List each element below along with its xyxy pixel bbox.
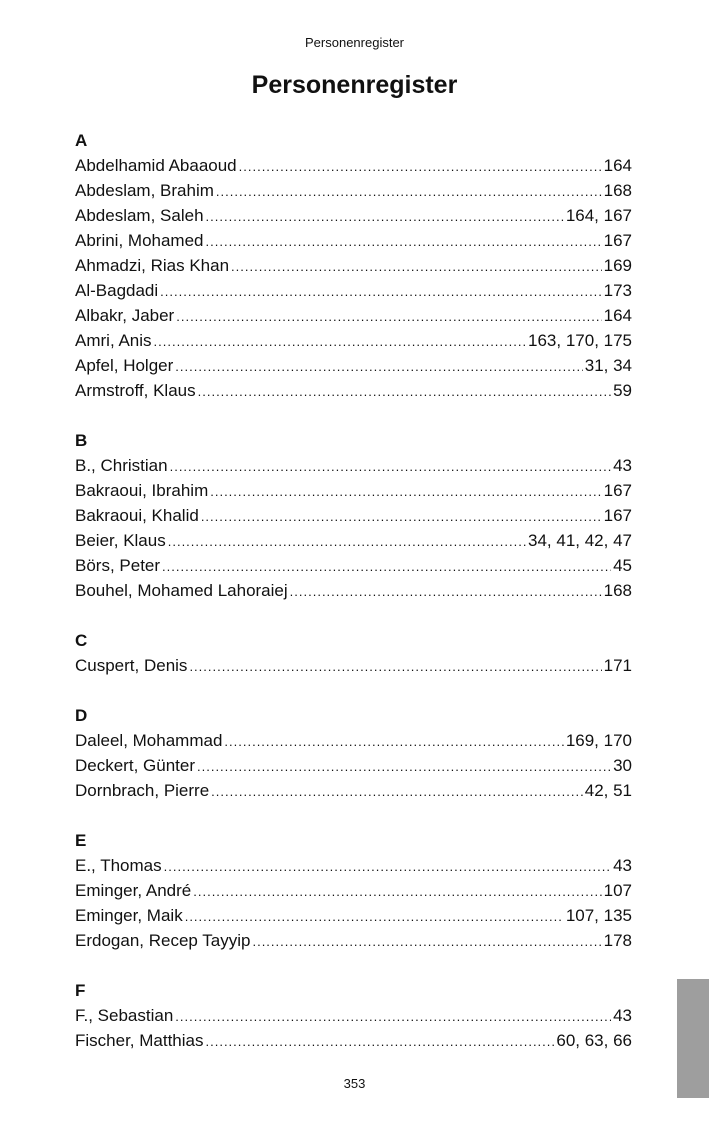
entry-pages: 43 — [613, 856, 632, 875]
index-section-a — [75, 128, 632, 403]
entry-name: Al-Bagdadi — [75, 281, 159, 300]
entry-name: Bakraoui, Ibrahim — [75, 481, 209, 500]
entry-pages: 169, 170 — [565, 731, 632, 750]
entry-pages: 163, 170, 175 — [528, 331, 632, 350]
index-entry — [75, 503, 632, 528]
index-entry — [75, 228, 632, 253]
entry-name: Bouhel, Mohamed Lahoraiej — [75, 581, 288, 600]
entry-pages: 168 — [603, 581, 632, 600]
dot-leader — [185, 904, 564, 929]
running-head: Personenregister — [305, 35, 404, 50]
entry-name: Börs, Peter — [75, 556, 161, 575]
entry-name: Abdelhamid Abaaoud — [75, 156, 237, 175]
entry-pages: 167 — [603, 481, 632, 500]
dot-leader — [170, 454, 611, 479]
section-letter: D — [75, 706, 88, 725]
index-entry — [75, 378, 632, 403]
entry-pages: 173 — [603, 281, 632, 300]
entry-name: Eminger, André — [75, 881, 192, 900]
dot-leader — [175, 1004, 611, 1029]
entry-pages: 30 — [613, 756, 632, 775]
dot-leader — [160, 279, 601, 304]
entry-pages: 59 — [613, 381, 632, 400]
thumb-index-tab — [677, 979, 709, 1098]
index-entry — [75, 278, 632, 303]
entry-pages: 171 — [603, 656, 632, 675]
dot-leader — [198, 379, 611, 404]
index-entry — [75, 353, 632, 378]
entry-pages: 164 — [603, 156, 632, 175]
dot-leader — [162, 554, 611, 579]
entry-name: B., Christian — [75, 456, 168, 475]
dot-leader — [210, 479, 601, 504]
dot-leader — [168, 529, 526, 554]
index-entry — [75, 753, 632, 778]
entry-name: F., Sebastian — [75, 1006, 174, 1025]
index-entry — [75, 853, 632, 878]
entry-name: Bakraoui, Khalid — [75, 506, 199, 525]
index-entry — [75, 303, 632, 328]
index-entry — [75, 178, 632, 203]
entry-name: Apfel, Holger — [75, 356, 174, 375]
index-entry — [75, 903, 632, 928]
index-entry — [75, 653, 632, 678]
entry-name: E., Thomas — [75, 856, 162, 875]
dot-leader — [197, 754, 611, 779]
dot-leader — [175, 354, 582, 379]
dot-leader — [201, 504, 602, 529]
index-entry — [75, 203, 632, 228]
entry-name: Dornbrach, Pierre — [75, 781, 210, 800]
entry-name: Abrini, Mohamed — [75, 231, 204, 250]
section-letter: F — [75, 981, 86, 1000]
entry-pages: 31, 34 — [584, 356, 632, 375]
index-entry — [75, 253, 632, 278]
index-entry — [75, 478, 632, 503]
dot-leader — [290, 579, 602, 604]
index-section-b — [75, 428, 632, 603]
dot-leader — [206, 1029, 555, 1054]
dot-leader — [216, 179, 602, 204]
entry-name: Albakr, Jaber — [75, 306, 175, 325]
index-entry — [75, 928, 632, 953]
entry-name: Deckert, Günter — [75, 756, 195, 775]
entry-name: Beier, Klaus — [75, 531, 166, 550]
entry-name: Armstroff, Klaus — [75, 381, 196, 400]
index-entry — [75, 453, 632, 478]
dot-leader — [252, 929, 601, 954]
entry-pages: 164, 167 — [565, 206, 632, 225]
index-entry — [75, 778, 632, 803]
dot-leader — [206, 229, 602, 254]
entry-name: Amri, Anis — [75, 331, 152, 350]
entry-pages: 164 — [603, 306, 632, 325]
dot-leader — [189, 654, 601, 679]
entry-pages: 43 — [613, 456, 632, 475]
index-entry — [75, 328, 632, 353]
dot-leader — [154, 329, 526, 354]
index-entry — [75, 878, 632, 903]
entry-name: Eminger, Maik — [75, 906, 183, 925]
dot-leader — [224, 729, 563, 754]
dot-leader — [239, 154, 602, 179]
person-index — [75, 128, 632, 1078]
entry-pages: 107, 135 — [565, 906, 632, 925]
entry-pages: 178 — [603, 931, 632, 950]
entry-pages: 107 — [603, 881, 632, 900]
section-letter: A — [75, 131, 88, 150]
entry-pages: 169 — [603, 256, 632, 275]
page-number: 353 — [343, 1076, 366, 1091]
entry-pages: 167 — [603, 231, 632, 250]
index-section-f — [75, 978, 632, 1053]
entry-pages: 167 — [603, 506, 632, 525]
dot-leader — [164, 854, 611, 879]
dot-leader — [206, 204, 564, 229]
dot-leader — [231, 254, 602, 279]
entry-name: Erdogan, Recep Tayyip — [75, 931, 251, 950]
entry-pages: 43 — [613, 1006, 632, 1025]
section-letter: E — [75, 831, 87, 850]
index-entry — [75, 1003, 632, 1028]
index-section-d — [75, 703, 632, 803]
dot-leader — [176, 304, 601, 329]
index-entry — [75, 1028, 632, 1053]
entry-name: Abdeslam, Saleh — [75, 206, 204, 225]
section-letter: C — [75, 631, 88, 650]
index-entry — [75, 153, 632, 178]
index-entry — [75, 728, 632, 753]
index-entry — [75, 553, 632, 578]
entry-name: Cuspert, Denis — [75, 656, 188, 675]
entry-pages: 45 — [613, 556, 632, 575]
entry-pages: 34, 41, 42, 47 — [528, 531, 632, 550]
entry-pages: 42, 51 — [584, 781, 632, 800]
index-entry — [75, 578, 632, 603]
entry-pages: 168 — [603, 181, 632, 200]
dot-leader — [193, 879, 601, 904]
index-section-e — [75, 828, 632, 953]
entry-pages: 60, 63, 66 — [556, 1031, 632, 1050]
entry-name: Abdeslam, Brahim — [75, 181, 214, 200]
dot-leader — [211, 779, 583, 804]
index-entry — [75, 528, 632, 553]
entry-name: Ahmadzi, Rias Khan — [75, 256, 230, 275]
index-section-c — [75, 628, 632, 678]
page-title: Personenregister — [251, 71, 458, 99]
entry-name: Fischer, Matthias — [75, 1031, 204, 1050]
entry-name: Daleel, Mohammad — [75, 731, 223, 750]
section-letter: B — [75, 431, 88, 450]
